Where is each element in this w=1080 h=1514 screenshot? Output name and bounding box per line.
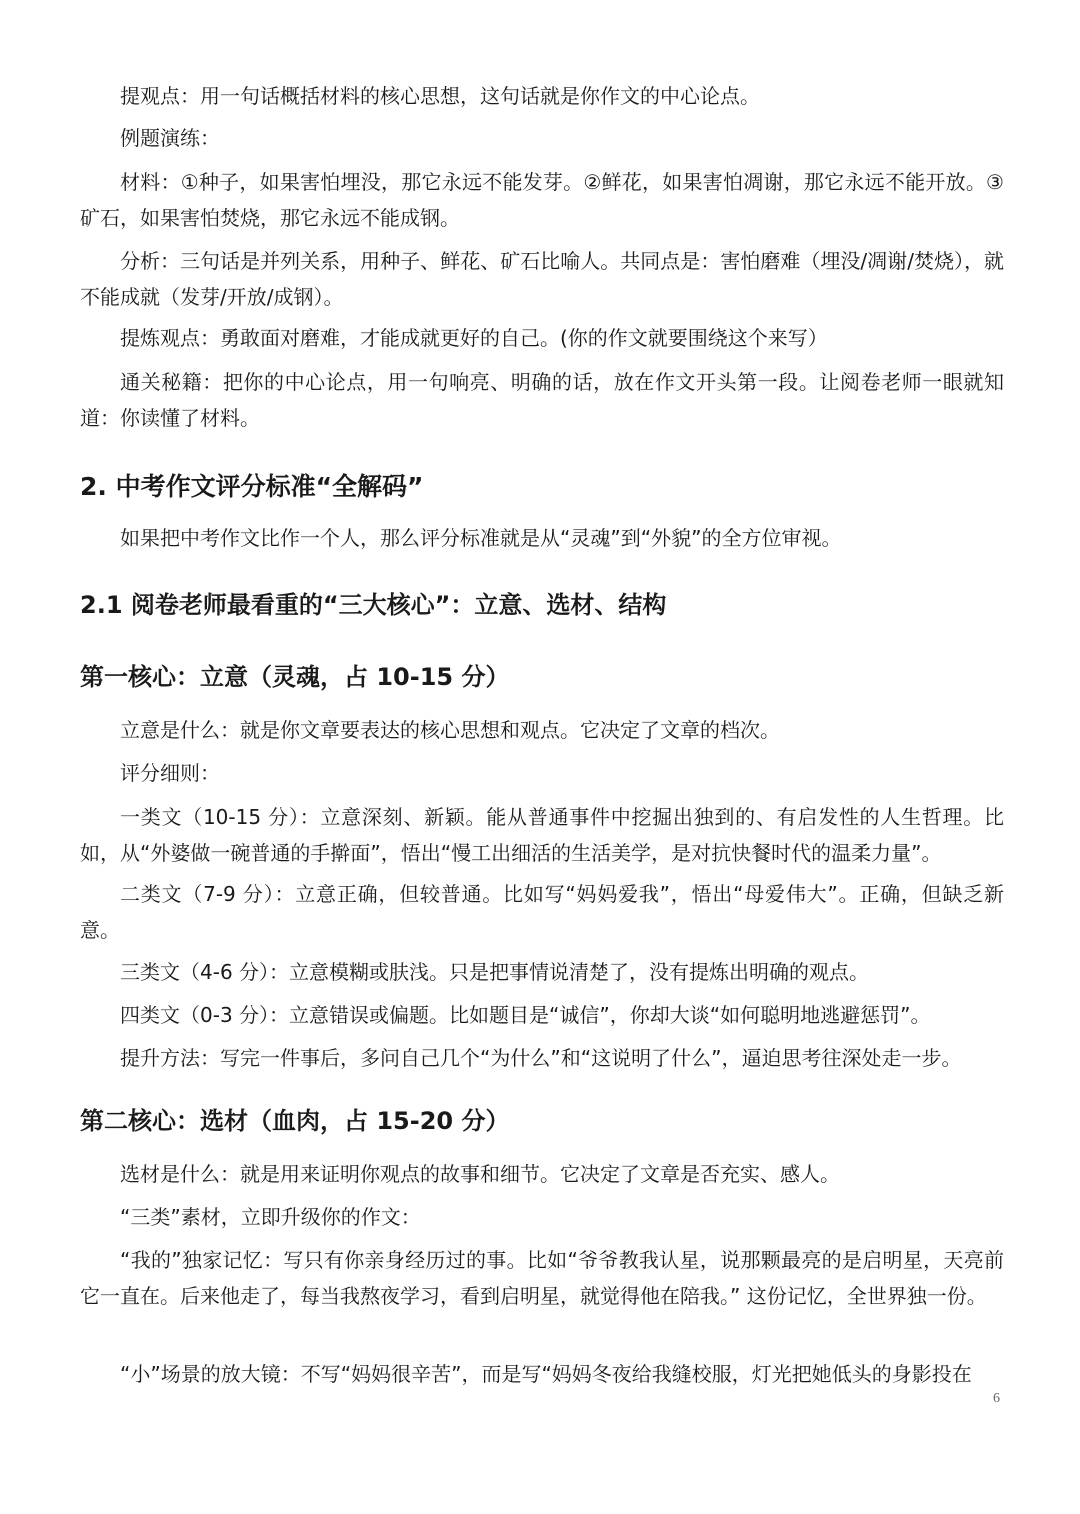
paragraph-example-intro: 例题演练： <box>120 126 220 150</box>
paragraph-tip: 通关秘籍：把你的中心论点，用一句响亮、明确的话，放在作文开头第一段。让阅卷老师一眼就知道：你读懂了材料。 <box>80 370 1004 430</box>
section-heading-2: 2. 中考作文评分标准“全解码” <box>80 472 424 501</box>
paragraph-small-scene: “小”场景的放大镜：不写“妈妈很辛苦”，而是写“妈妈冬夜给我缝校服，灯光把她低头的身影投在 <box>120 1362 972 1386</box>
paragraph-section-2-intro: 如果把中考作文比作一个人，那么评分标准就是从“灵魂”到“外貌”的全方位审视。 <box>120 526 842 550</box>
paragraph-refined-viewpoint: 提炼观点：勇敢面对磨难，才能成就更好的自己。(你的作文就要围绕这个来写） <box>120 326 828 350</box>
paragraph-viewpoint: 提观点：用一句话概括材料的核心思想，这句话就是你作文的中心论点。 <box>120 84 760 108</box>
paragraph-theme-definition: 立意是什么：就是你文章要表达的核心思想和观点。它决定了文章的档次。 <box>120 718 780 742</box>
paragraph-scoring-rules: 评分细则： <box>120 761 220 785</box>
core-heading-1: 第一核心：立意（灵魂，占 10-15 分） <box>80 663 510 691</box>
page-number: 6 <box>993 1391 1000 1406</box>
paragraph-analysis: 分析：三句话是并列关系，用种子、鲜花、矿石比喻人。共同点是：害怕磨难（埋没/凋谢/焚烧），就不能成就（发芽/开放/成钢）。 <box>80 249 1004 309</box>
paragraph-material-definition: 选材是什么：就是用来证明你观点的故事和细节。它决定了文章是否充实、感人。 <box>120 1162 840 1186</box>
paragraph-class-3: 三类文（4-6 分）：立意模糊或肤浅。只是把事情说清楚了，没有提炼出明确的观点。 <box>120 960 870 984</box>
paragraph-material: 材料：①种子，如果害怕埋没，那它永远不能发芽。②鲜花，如果害怕凋谢，那它永远不能开放。③矿石，如果害怕焚烧，那它永远不能成钢。 <box>80 170 1004 230</box>
paragraph-class-1: 一类文（10-15 分）：立意深刻、新颖。能从普通事件中挖掘出独到的、有启发性的人生哲理。比如，从“外婆做一碗普通的手擀面”，悟出“慢工出细活的生活美学，是对抗快餐时代的温柔力量”。 <box>80 805 1004 865</box>
section-heading-2-1: 2.1 阅卷老师最看重的“三大核心”：立意、选材、结构 <box>80 591 667 619</box>
paragraph-three-types: “三类”素材，立即升级你的作文： <box>120 1205 421 1229</box>
paragraph-class-2: 二类文（7-9 分）：立意正确，但较普通。比如写“妈妈爱我”，悟出“母爱伟大”。正确，但缺乏新意。 <box>80 882 1004 942</box>
paragraph-unique-memory: “我的”独家记忆：写只有你亲身经历过的事。比如“爷爷教我认星，说那颗最亮的是启明星，天亮前它一直在。后来他走了，每当我熬夜学习，看到启明星，就觉得他在陪我。” 这份记忆，全世界独一份。 <box>80 1248 1004 1308</box>
paragraph-class-4: 四类文（0-3 分）：立意错误或偏题。比如题目是“诚信”，你却大谈“如何聪明地逃避惩罚”。 <box>120 1003 931 1027</box>
paragraph-improve-method: 提升方法：写完一件事后，多问自己几个“为什么”和“这说明了什么”，逼迫思考往深处走一步。 <box>120 1046 962 1070</box>
core-heading-2: 第二核心：选材（血肉，占 15-20 分） <box>80 1107 510 1135</box>
